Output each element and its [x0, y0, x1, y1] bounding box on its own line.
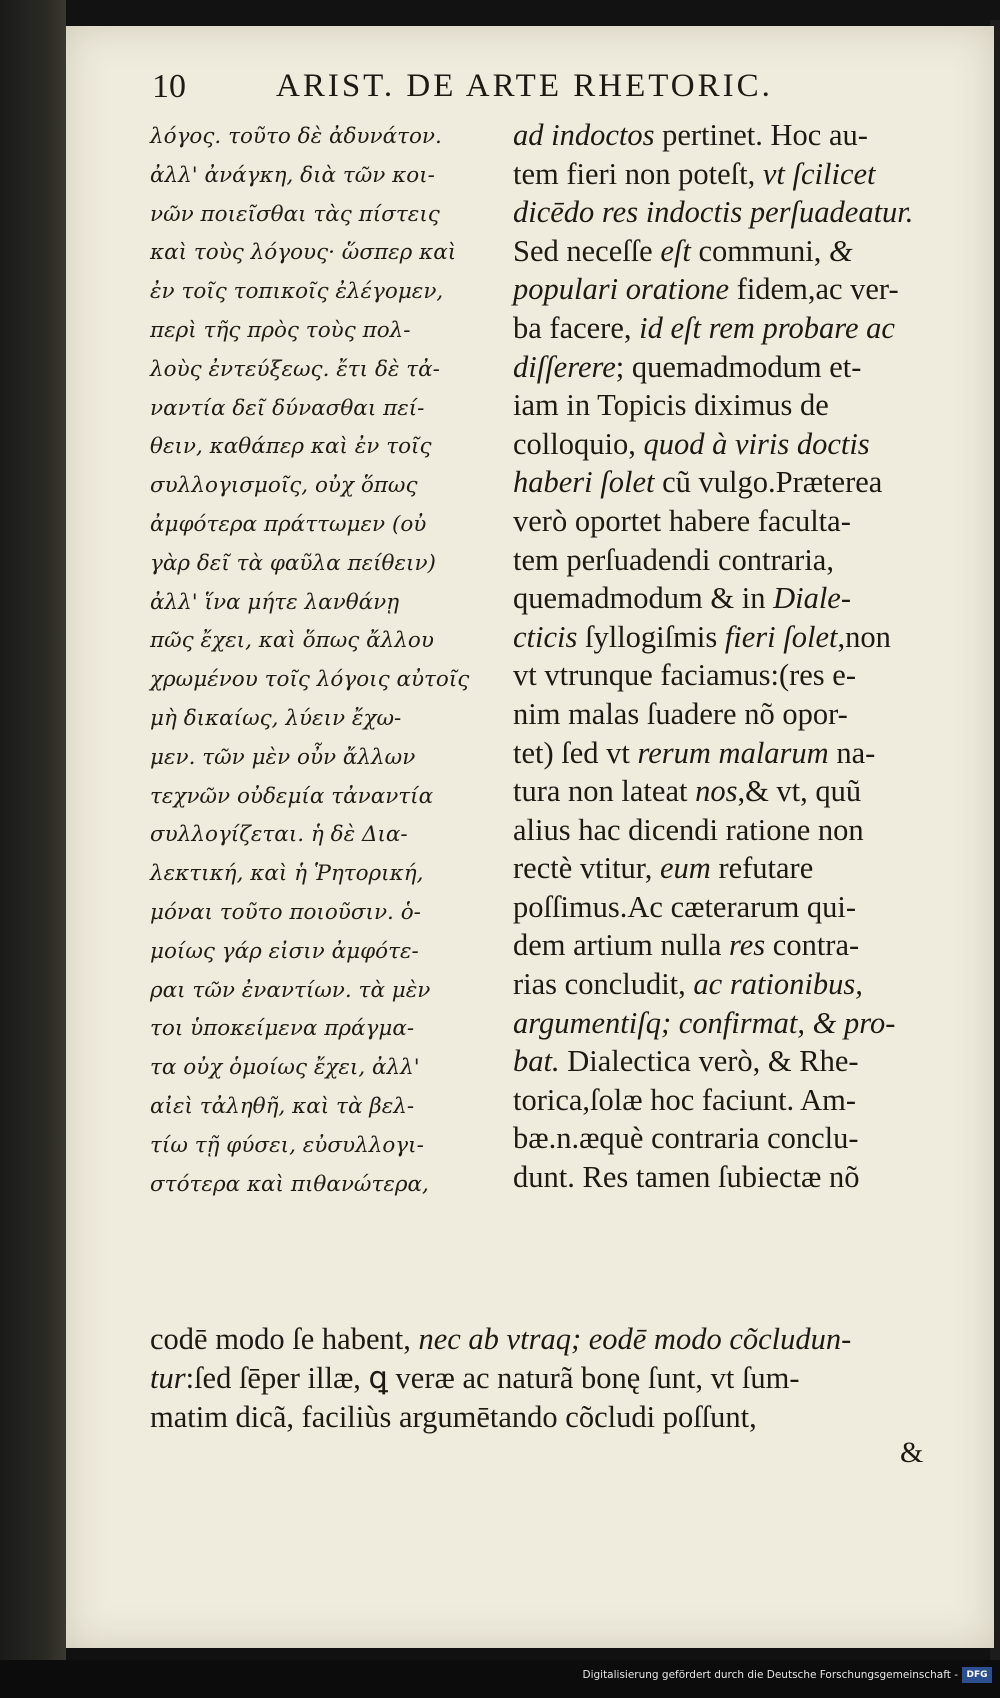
roman-run: Dialectica verò, & Rhe-	[559, 1044, 859, 1079]
roman-run: quemadmodum & in	[513, 581, 774, 616]
italic-run: res	[729, 928, 766, 963]
running-title: ARIST. DE ARTE RHETORIC.	[276, 68, 773, 104]
greek-line: αἰεὶ τἀληθῆ, καὶ τὰ βελ-	[150, 1093, 415, 1119]
roman-run: rias concludit,	[513, 967, 694, 1002]
latin-line	[513, 618, 938, 657]
dfg-logo: DFG	[962, 1667, 992, 1683]
greek-line: λεκτική, καὶ ἡ Ῥητορική,	[150, 861, 424, 887]
roman-run: ,non	[837, 619, 891, 654]
roman-run: tem fieri non poteſt,	[513, 156, 763, 191]
italic-run: bat.	[513, 1044, 560, 1079]
greek-line: ναντία δεῖ δύνασθαι πεί-	[150, 395, 425, 421]
latin-line	[513, 695, 938, 734]
latin-line	[513, 348, 938, 387]
latin-line	[513, 1004, 938, 1043]
greek-line: θειν, καθάπερ καὶ ἐν τοῖς	[150, 434, 432, 460]
greek-line: μεν. τῶν μὲν οὖν ἄλλων	[150, 744, 416, 770]
roman-run: alius hac dicendi ratione non	[513, 812, 864, 847]
full-width-line	[150, 1398, 940, 1437]
latin-line	[513, 309, 938, 348]
latin-line	[513, 1119, 938, 1158]
roman-run: fidem,ac ver-	[729, 272, 899, 307]
latin-line	[513, 888, 938, 927]
greek-line: στότερα καὶ πιθανώτερα,	[150, 1171, 429, 1197]
latin-line	[513, 1081, 938, 1120]
italic-run: ac rationibus,	[693, 967, 863, 1002]
italic-run: fieri ſolet	[724, 619, 838, 654]
full-width-text	[150, 1320, 940, 1437]
greek-line: γὰρ δεῖ τὰ φαῦλα πείθειν)	[150, 550, 436, 576]
italic-run: haberi ſolet	[513, 465, 655, 500]
roman-run: nim malas ſuadere nõ opor-	[513, 696, 848, 731]
greek-line: λόγος. τοῦτο δὲ ἀδυνάτον.	[150, 124, 442, 149]
roman-run: refutare	[710, 851, 814, 886]
italic-run: nec ab vtraq; eodē modo cõcludun-	[418, 1322, 852, 1356]
latin-line	[513, 965, 938, 1004]
greek-line: ἀλλ' ἵνα μήτε λανθάνῃ	[150, 589, 400, 615]
funding-credit: Digitalisierung gefördert durch die Deutsche Forschungsgemeinschaft -	[582, 1669, 958, 1681]
roman-run: ſyllogiſmis	[577, 619, 725, 654]
latin-text-column	[513, 116, 938, 1197]
latin-line	[513, 811, 938, 850]
roman-run: dunt. Res tamen ſubiectæ nõ	[513, 1160, 860, 1195]
scan-background-left	[0, 0, 66, 1698]
roman-run: ,& vt, quũ	[737, 774, 862, 809]
greek-line: τα οὐχ ὁμοίως ἔχει, ἀλλ'	[150, 1055, 420, 1081]
latin-line	[513, 155, 938, 194]
latin-line	[513, 734, 938, 773]
greek-line: ἀλλ' ἀνάγκη, διὰ τῶν κοι-	[150, 162, 435, 188]
roman-run: codē modo ſe habent,	[150, 1322, 419, 1356]
roman-run: ; quemadmodum et-	[615, 349, 862, 384]
greek-line: λοὺς ἐντεύξεως. ἔτι δὲ τἀ-	[150, 356, 440, 382]
roman-run: cũ vulgo.Præterea	[654, 465, 883, 500]
greek-line: μοίως γάρ εἰσιν ἀμφότε-	[150, 938, 419, 964]
greek-line: περὶ τῆς πρὸς τοὺς πολ-	[150, 317, 411, 343]
latin-line	[513, 849, 938, 888]
italic-run: argumentiſq; confirmat, & pro-	[513, 1005, 896, 1040]
italic-run: dicēdo res indoctis perſuadeatur.	[513, 195, 914, 230]
italic-run: diſſerere	[513, 349, 616, 384]
latin-line	[513, 579, 938, 618]
italic-run: vt ſcilicet	[762, 156, 876, 191]
latin-line	[513, 502, 938, 541]
greek-line: καὶ τοὺς λόγους· ὥσπερ καὶ	[150, 240, 457, 266]
latin-line	[513, 193, 938, 232]
latin-line	[513, 386, 938, 425]
roman-run: vt vtrunque faciamus:(res e-	[513, 658, 856, 693]
roman-run: matim dicã, faciliùs argumētando cõcludi poſſunt,	[150, 1400, 757, 1434]
roman-run: ba facere,	[513, 310, 640, 345]
roman-run: rectè vtitur,	[513, 851, 660, 886]
roman-run: torica,ſolæ hoc faciunt. Am-	[513, 1082, 857, 1117]
page-number: 10	[152, 68, 186, 105]
italic-run: eum	[659, 851, 711, 886]
latin-line	[513, 116, 938, 155]
greek-line: ἐν τοῖς τοπικοῖς ἐλέγομεν,	[150, 279, 444, 305]
greek-line: μὴ δικαίως, λύειν ἔχω-	[150, 705, 402, 731]
greek-line: συλλογίζεται. ἡ δὲ Δια-	[150, 822, 408, 848]
italic-run: populari oratione	[513, 272, 730, 307]
latin-line	[513, 232, 938, 271]
latin-line	[513, 926, 938, 965]
latin-line	[513, 1042, 938, 1081]
roman-run: tem perſuadendi contraria,	[513, 542, 834, 577]
roman-run: iam in Topicis diximus de	[513, 388, 829, 423]
italic-run: tur	[150, 1361, 186, 1395]
roman-run: communi,	[690, 233, 829, 268]
page-header	[152, 68, 942, 114]
italic-run: id eſt rem probare ac	[639, 310, 895, 345]
latin-line	[513, 463, 938, 502]
greek-line: τίω τῇ φύσει, εὐσυλλογι-	[150, 1132, 424, 1158]
italic-run: Diale-	[773, 581, 851, 616]
greek-line: ἀμφότερα πράττωμεν (οὐ	[150, 511, 427, 537]
greek-line: συλλογισμοῖς, οὐχ ὅπως	[150, 473, 418, 499]
latin-line	[513, 656, 938, 695]
italic-run: &	[828, 233, 853, 268]
roman-run: dem artium nulla	[513, 928, 729, 963]
scan-background-top	[0, 0, 1000, 26]
catchword: &	[900, 1436, 924, 1469]
italic-run: eſt	[660, 233, 691, 268]
digitization-footer	[0, 1660, 1000, 1698]
italic-run: cticis	[513, 619, 578, 654]
italic-run: ad indoctos	[513, 118, 655, 152]
roman-run: pertinet. Hoc au-	[654, 118, 868, 152]
latin-line	[513, 425, 938, 464]
greek-line: χρωμένου τοῖς λόγοις αὐτοῖς	[150, 667, 470, 693]
italic-run: rerum malarum	[637, 735, 829, 770]
roman-run: :ſed ſēper illæ, ꝗ veræ ac naturã bonę ſunt, vt ſum-	[185, 1361, 800, 1395]
italic-run: quod à viris doctis	[643, 426, 870, 461]
italic-run: nos	[695, 774, 738, 809]
greek-line: ραι τῶν ἐναντίων. τὰ μὲν	[150, 977, 431, 1003]
latin-line	[513, 772, 938, 811]
greek-line: πῶς ἔχει, καὶ ὅπως ἄλλου	[150, 628, 434, 654]
greek-text-column	[150, 118, 498, 1204]
roman-run: Sed neceſſe	[513, 233, 661, 268]
greek-line: τεχνῶν οὐδεμία τἀναντία	[150, 783, 434, 809]
roman-run: tura non lateat	[513, 774, 696, 809]
latin-line	[513, 270, 938, 309]
full-width-line	[150, 1320, 940, 1359]
roman-run: bæ.n.æquè contraria conclu-	[513, 1121, 859, 1156]
greek-line: τοι ὑποκείμενα πράγμα-	[150, 1016, 415, 1042]
roman-run: tet) ſed vt	[513, 735, 638, 770]
full-width-line	[150, 1359, 940, 1398]
roman-run: poſſimus.Ac cæterarum qui-	[513, 889, 857, 924]
latin-line	[513, 541, 938, 580]
greek-line: μόναι τοῦτο ποιοῦσιν. ὁ-	[150, 899, 421, 925]
roman-run: na-	[828, 735, 876, 770]
roman-run: verò oportet habere faculta-	[513, 503, 851, 538]
roman-run: contra-	[765, 928, 860, 963]
greek-line: νῶν ποιεῖσθαι τὰς πίστεις	[150, 201, 440, 227]
latin-line	[513, 1158, 938, 1197]
roman-run: colloquio,	[513, 426, 644, 461]
